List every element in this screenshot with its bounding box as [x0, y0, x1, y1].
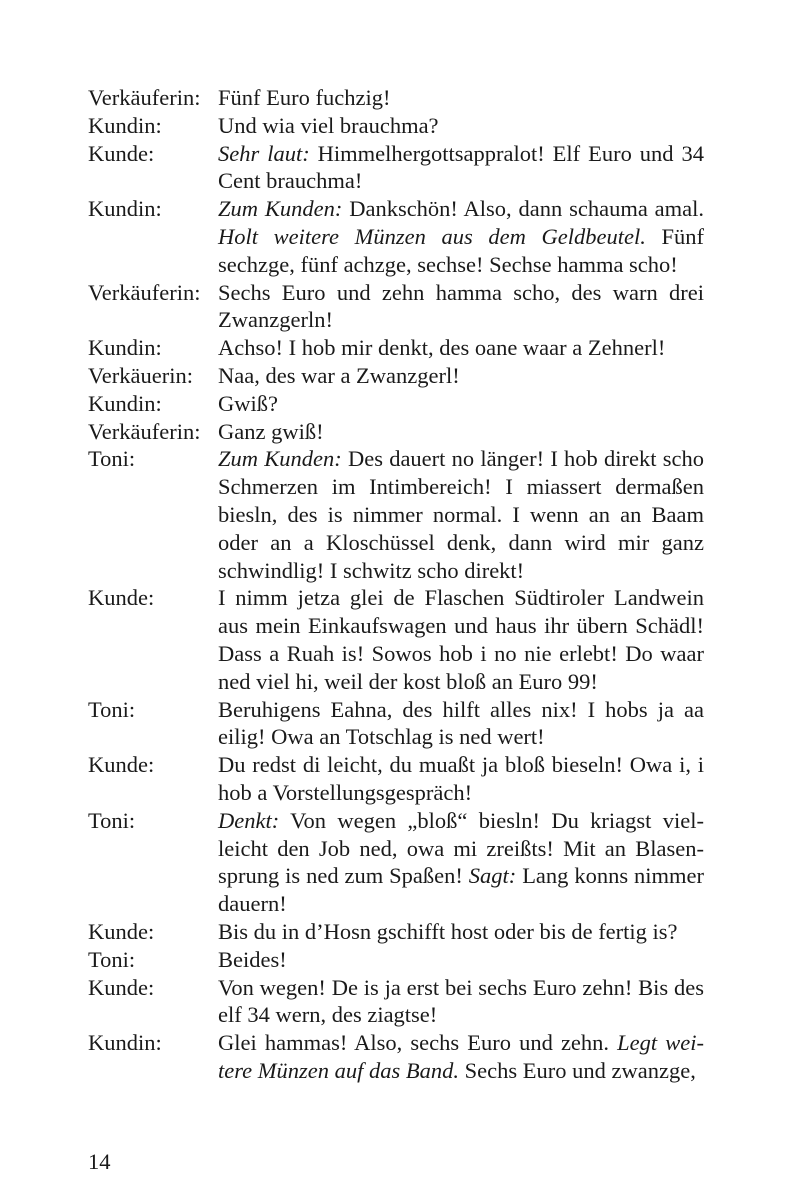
dialogue-line	[88, 584, 704, 695]
speaker-name: Toni:	[88, 696, 136, 722]
dialogue-line	[88, 946, 704, 974]
dialogue-line	[88, 807, 704, 918]
dialogue-line	[88, 279, 704, 335]
dialogue-line	[88, 751, 704, 807]
speaker-name: Verkäuferin:	[88, 85, 201, 110]
speaker-name: Kundin:	[88, 390, 162, 416]
stage-direction: Sehr laut:	[218, 140, 310, 166]
spoken-text: I nimm jetza glei de Flaschen Südtiroler Landwein aus mein Einkaufswagen und haus ihr übern Schädl! Dass a Ruah is! Sowos hob i no nie erlebt! Do waar ned viel hi, weil der kost bloß an Euro 99!	[218, 585, 704, 694]
speaker-name: Toni:	[88, 807, 136, 833]
spoken-text: Fünf Euro fuchzig!	[218, 85, 391, 110]
speaker-name: Kundin:	[88, 112, 162, 138]
dialogue-text	[218, 334, 704, 362]
spoken-text: Lang konns nimmer dauern!	[218, 863, 704, 917]
spoken-text: Beides!	[218, 946, 287, 972]
dialogue-text	[218, 696, 704, 752]
spoken-text: Achso! I hob mir denkt, des oane waar a Zehnerl!	[218, 335, 666, 361]
dialogue-line	[88, 918, 704, 946]
dialogue-text	[218, 946, 704, 974]
spoken-text: Des dauert no länger! I hob direkt scho Schmerzen im Intimbereich! I miassert dermaßen biesln, des is nimmer normal. I wenn an an Baam oder an a Kloschüssel denk, dann wird mir ganz schwindlig! I schwitz scho direkt!	[218, 446, 704, 583]
dialogue-line	[88, 84, 704, 112]
dialogue-text	[218, 974, 704, 1030]
page-number: 14	[88, 1149, 111, 1174]
dialogue-text	[218, 112, 704, 140]
dialogue-text	[218, 195, 704, 278]
stage-direction: Zum Kunden:	[218, 446, 342, 472]
dialogue-line	[88, 696, 704, 752]
dialogue-text	[218, 807, 704, 918]
dialogue-line	[88, 445, 704, 584]
spoken-text: Himmelhergottsappralot! Elf Euro und 34 Cent brauchma!	[218, 140, 704, 194]
dialogue-line	[88, 974, 704, 1030]
dialogue-text	[218, 918, 704, 946]
dialogue-text	[218, 1029, 704, 1085]
spoken-text: Beruhigens Eahna, des hilft alles nix! I hobs ja aa eilig! Owa an Totschlag is ned wert!	[218, 696, 704, 750]
spoken-text: Sechs Euro und zehn hamma scho, des warn drei Zwanzgerln!	[218, 279, 704, 333]
speaker-name: Kundin:	[88, 1030, 162, 1056]
dialogue-text	[218, 445, 704, 584]
dialogue-text	[218, 390, 704, 418]
dialogue-line	[88, 195, 704, 278]
speaker-name: Toni:	[88, 946, 136, 972]
speaker-name: Kundin:	[88, 335, 162, 361]
dialogue-line	[88, 140, 704, 196]
speaker-name: Verkäuferin:	[88, 279, 201, 305]
spoken-text: Dankschön! Also, dann schauma amal.	[342, 196, 705, 222]
spoken-text: Du redst di leicht, du muaßt ja bloß bieseln! Owa i, i hob a Vorstellungsgespräch!	[218, 752, 704, 805]
dialogue-line	[88, 1029, 704, 1085]
spoken-text: Glei hammas! Also, sechs Euro und zehn.	[218, 1030, 618, 1056]
spoken-text: Fünf sechzge, fünf achzge, sechse! Sechse hamma scho!	[218, 223, 704, 277]
speaker-name: Kundin:	[88, 196, 162, 222]
dialogue-text	[218, 418, 704, 446]
spoken-text: Ganz gwiß!	[218, 418, 324, 444]
dialogue-text	[218, 362, 704, 390]
dialogue-text	[218, 751, 704, 807]
speaker-name: Kunde:	[88, 585, 155, 611]
stage-direction: Sagt:	[468, 863, 517, 889]
spoken-text: Sechs Euro und zwanzge,	[459, 1057, 696, 1083]
dialogue-line	[88, 418, 704, 446]
stage-direction: Legt weitere Münzen auf das Band.	[218, 1030, 705, 1083]
dialogue-text	[218, 279, 704, 335]
dialogue-line	[88, 390, 704, 418]
speaker-name: Kunde:	[88, 752, 155, 778]
spoken-text: Naa, des war a Zwanzgerl!	[218, 362, 460, 388]
speaker-name: Kunde:	[88, 918, 155, 944]
speaker-name: Kunde:	[88, 974, 155, 1000]
speaker-name: Kunde:	[88, 140, 155, 166]
spoken-text: Gwiß?	[218, 390, 278, 416]
speaker-name: Verkäuerin:	[88, 362, 193, 388]
dialogue-text	[218, 584, 704, 695]
dialogue-line	[88, 362, 704, 390]
stage-direction: Holt weitere Münzen aus dem Geldbeutel.	[218, 223, 646, 249]
dialogue-line	[88, 112, 704, 140]
spoken-text: Bis du in d’Hosn gschifft host oder bis de fertig is?	[218, 918, 678, 944]
stage-direction: Denkt:	[218, 807, 280, 833]
spoken-text: Und wia viel brauchma?	[218, 112, 439, 138]
script-page	[88, 84, 704, 1085]
speaker-name: Verkäuferin:	[88, 418, 201, 444]
dialogue-text	[218, 140, 704, 196]
spoken-text: Von wegen „bloß“ biesln! Du kriagst vielleicht den Job ned, owa mi zreißts! Mit an Blasensprung is ned zum Spaßen!	[218, 807, 704, 889]
dialogue-text	[218, 84, 704, 112]
speaker-name: Toni:	[88, 446, 136, 472]
dialogue-line	[88, 334, 704, 362]
stage-direction: Zum Kunden:	[218, 196, 343, 222]
spoken-text: Von wegen! De is ja erst bei sechs Euro zehn! Bis des elf 34 wern, des ziagtse!	[218, 974, 704, 1028]
